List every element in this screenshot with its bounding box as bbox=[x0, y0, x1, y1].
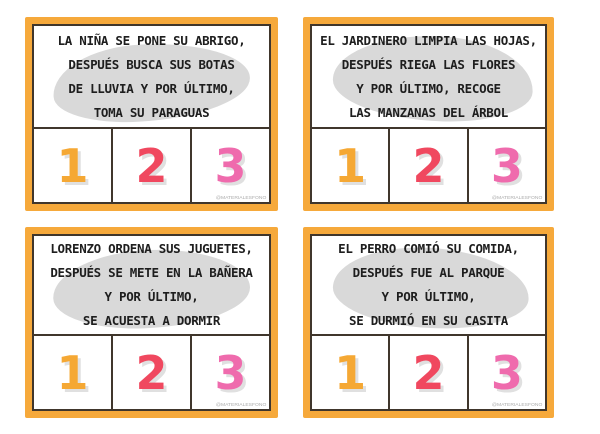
number-cell-1 bbox=[312, 129, 390, 202]
number-strip bbox=[312, 334, 545, 409]
number-1-label: 1 bbox=[56, 138, 89, 193]
number-strip bbox=[34, 334, 269, 409]
number-cell-3 bbox=[469, 336, 545, 409]
number-cell-2 bbox=[113, 336, 192, 409]
card-text-area bbox=[34, 236, 269, 334]
number-2-label: 2 bbox=[412, 138, 445, 193]
number-cell-2 bbox=[113, 129, 192, 202]
number-cell-1 bbox=[34, 129, 113, 202]
number-cell-3 bbox=[469, 129, 545, 202]
story-line: LAS MANZANAS DEL ÁRBOL bbox=[349, 104, 508, 120]
card-text-area bbox=[312, 236, 545, 334]
story-line: Y POR ÚLTIMO, bbox=[104, 289, 199, 304]
number-cell-3 bbox=[192, 336, 269, 409]
number-cell-1 bbox=[312, 336, 390, 409]
number-strip bbox=[312, 127, 545, 202]
story-line: Y POR ÚLTIMO, RECOGE bbox=[356, 80, 501, 96]
story-line: EL JARDINERO LIMPIA LAS HOJAS, bbox=[320, 32, 537, 48]
number-cell-2 bbox=[390, 129, 468, 202]
number-3-label: 3 bbox=[490, 345, 523, 400]
watermark: @MATERIALESFONO bbox=[491, 194, 542, 200]
story-line: DESPUÉS SE METE EN LA BAÑERA bbox=[50, 265, 253, 280]
number-strip bbox=[34, 127, 269, 202]
sequence-card-gardener bbox=[303, 17, 554, 211]
story-line: DE LLUVIA Y POR ÚLTIMO, bbox=[68, 80, 235, 96]
story-line: Y POR ÚLTIMO, bbox=[381, 289, 476, 304]
story-line: LA NIÑA SE PONE SU ABRIGO, bbox=[57, 32, 246, 48]
story-line: DESPUÉS BUSCA SUS BOTAS bbox=[68, 56, 235, 72]
story-line: SE DURMIÓ EN SU CASITA bbox=[349, 313, 508, 328]
sequence-card-dog bbox=[303, 227, 554, 418]
card-text-area bbox=[34, 26, 269, 127]
number-3-label: 3 bbox=[214, 138, 247, 193]
watermark: @MATERIALESFONO bbox=[215, 194, 266, 200]
number-cell-3 bbox=[192, 129, 269, 202]
story-line: EL PERRO COMIÓ SU COMIDA, bbox=[338, 241, 519, 256]
story-line: DESPUÉS FUE AL PARQUE bbox=[352, 265, 505, 280]
card-frame bbox=[32, 24, 271, 204]
card-frame bbox=[310, 234, 547, 411]
number-1-label: 1 bbox=[334, 138, 367, 193]
number-2-label: 2 bbox=[135, 345, 168, 400]
card-frame bbox=[32, 234, 271, 411]
number-cell-2 bbox=[390, 336, 468, 409]
story-line: TOMA SU PARAGUAS bbox=[93, 104, 210, 120]
sequence-card-girl-rain bbox=[25, 17, 278, 211]
watermark: @MATERIALESFONO bbox=[215, 401, 266, 407]
watermark: @MATERIALESFONO bbox=[491, 401, 542, 407]
number-3-label: 3 bbox=[490, 138, 523, 193]
card-text-area bbox=[312, 26, 545, 127]
number-2-label: 2 bbox=[135, 138, 168, 193]
story-line: SE ACUESTA A DORMIR bbox=[82, 313, 221, 328]
number-3-label: 3 bbox=[214, 345, 247, 400]
sequence-card-lorenzo bbox=[25, 227, 278, 418]
number-1-label: 1 bbox=[334, 345, 367, 400]
story-line: DESPUÉS RIEGA LAS FLORES bbox=[341, 56, 516, 72]
number-cell-1 bbox=[34, 336, 113, 409]
card-frame bbox=[310, 24, 547, 204]
story-line: LORENZO ORDENA SUS JUGUETES, bbox=[50, 241, 253, 256]
number-2-label: 2 bbox=[412, 345, 445, 400]
number-1-label: 1 bbox=[56, 345, 89, 400]
